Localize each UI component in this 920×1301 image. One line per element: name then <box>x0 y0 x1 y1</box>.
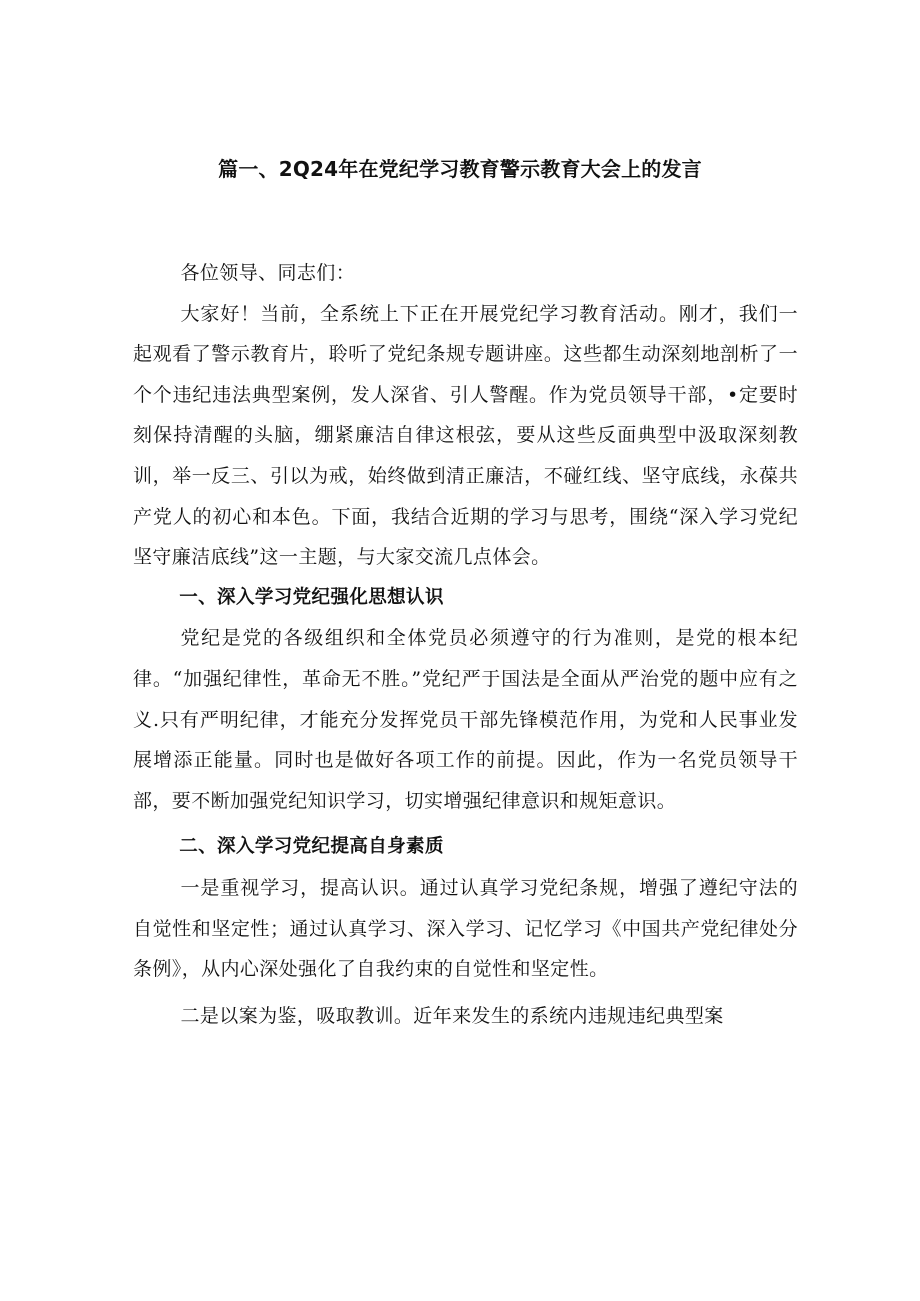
document-body <box>133 253 798 1036</box>
paragraph-point-2: 二是以案为鉴，吸取教训。近年来发生的系统内违规违纪典型案 <box>180 1004 724 1027</box>
paragraph-section-1: 党纪是党的各级组织和全体党员必须遵守的行为准则，是党的根本纪律。“加强纪律性，革命无不胜。”党纪严于国法是全面从严治党的题中应有之义.只有严明纪律，才能充分发挥党员干部先锋模范作用，为党和人民事业发展增添正能量。同时也是做好各项工作的前提。因此，作为一名党员领导干部，要不断加强党纪知识学习，切实增强纪律意识和规矩意识。 <box>133 627 798 812</box>
salutation: 各位领导、同志们： <box>180 262 356 284</box>
paragraph-point-1: 一是重视学习，提高认识。通过认真学习党纪条规，增强了遵纪守法的自觉性和坚定性；通过认真学习、深入学习、记忆学习《中国共产党纪律处分条例》，从内心深处强化了自我约束的自觉性和坚定性。 <box>133 876 798 981</box>
section-heading-2: 二、深入学习党纪提高自身素质 <box>179 836 444 858</box>
document-title: 篇一、2Q24年在党纪学习教育警示教育大会上的发言 <box>218 157 702 181</box>
paragraph-intro: 大家好！当前，全系统上下正在开展党纪学习教育活动。刚才，我们一起观看了警示教育片，聆听了党纪条规专题讲座。这些都生动深刻地剖析了一个个违纪违法典型案例，发人深省、引人警醒。作为党员领导干部，•定要时刻保持清醒的头脑，绷紧廉洁自律这根弦，要从这些反面典型中汲取深刻教训，举一反三、引以为戒，始终做到清正廉洁，不碰红线、坚守底线，永葆共产党人的初心和本色。下面，我结合近期的学习与思考，围绕“深入学习党纪坚守廉洁底线”这一主题，与大家交流几点体会。 <box>133 302 798 569</box>
section-heading-1: 一、深入学习党纪强化思想认识 <box>179 586 444 608</box>
